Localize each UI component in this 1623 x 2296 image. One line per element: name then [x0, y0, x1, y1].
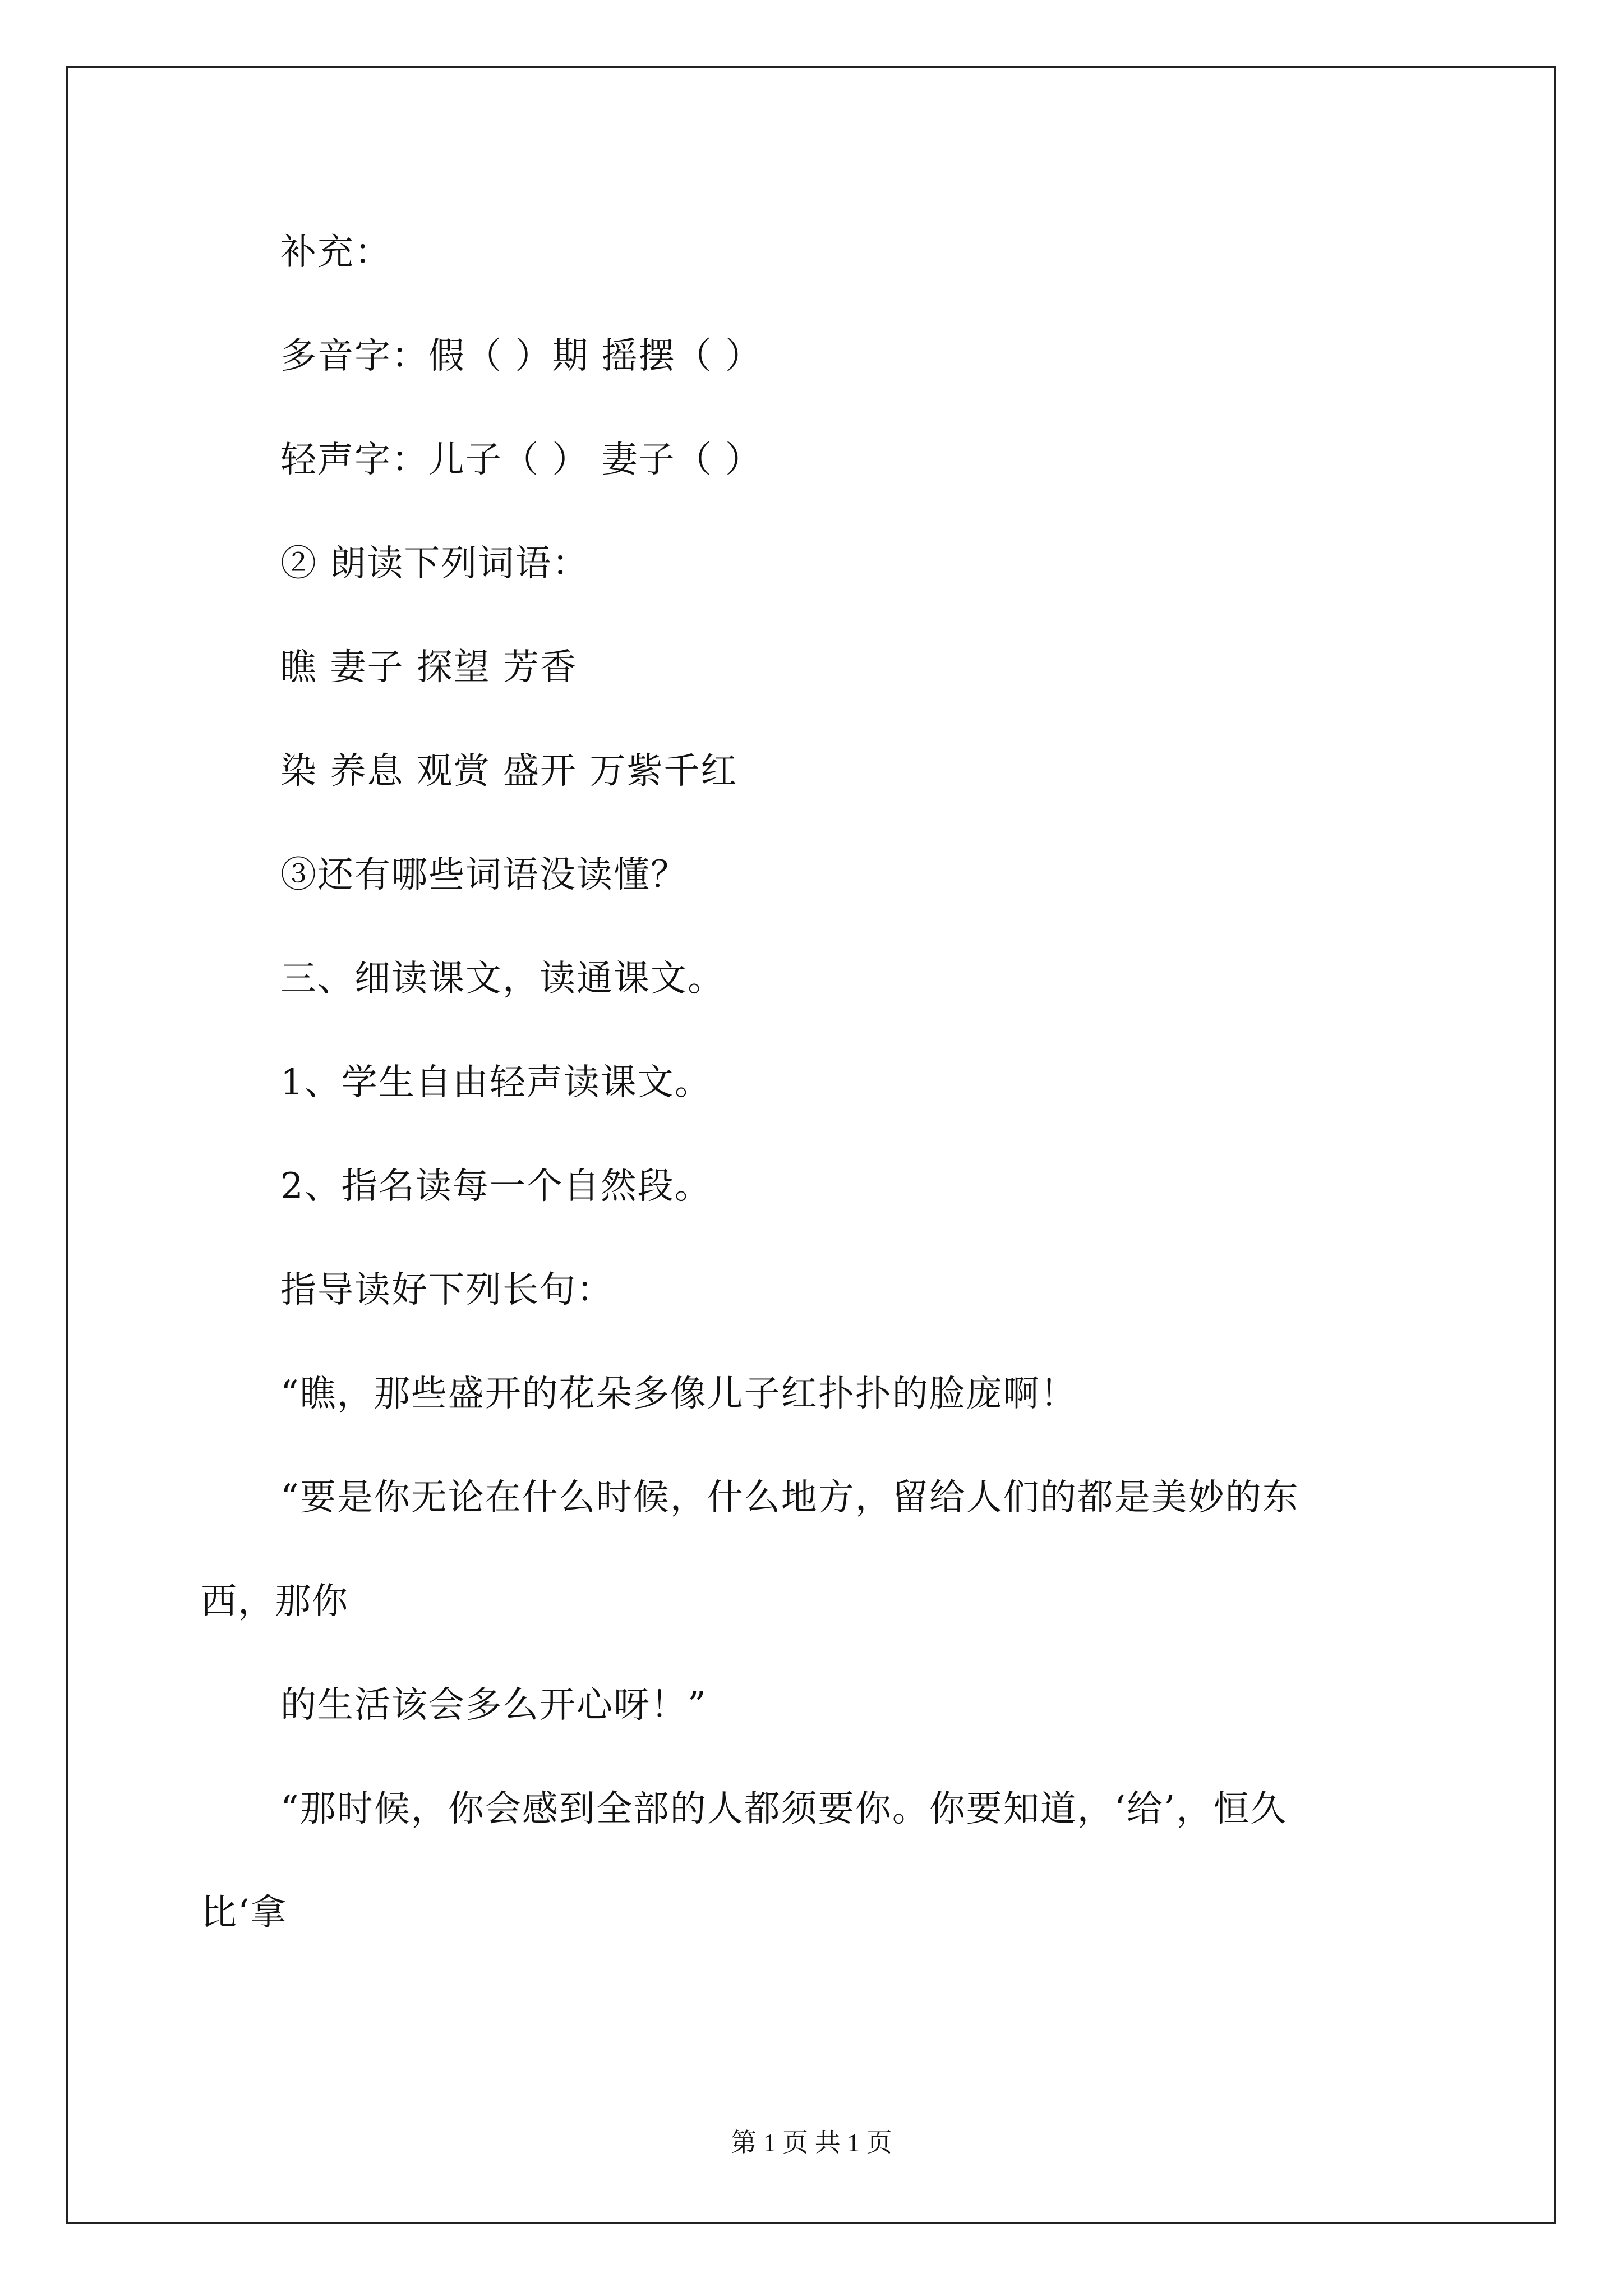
- text-line-supplement: 补充：: [280, 232, 391, 273]
- text-line-question: ③还有哪些词语没读懂？: [280, 854, 688, 896]
- text-line-guide: 指导读好下列长句：: [280, 1269, 614, 1311]
- text-line-words-1: 瞧 妻子 探望 芳香: [280, 647, 578, 688]
- text-line-step-2: 2、指名读每一个自然段。: [280, 1166, 712, 1207]
- page-border: [66, 66, 1556, 2224]
- text-line-quote-2-end: 的生活该会多么开心呀！”: [280, 1685, 707, 1726]
- text-line-step-1: 1、学生自由轻声读课文。: [280, 1062, 712, 1103]
- text-line-quote-3: “那时候，你会感到全部的人都须要你。你要知道，‘给’，恒久: [280, 1788, 1288, 1830]
- text-line-read-words: ② 朗读下列词语：: [280, 543, 589, 585]
- text-line-quote-2: “要是你无论在什么时候，什么地方，留给人们的都是美妙的东: [280, 1477, 1299, 1519]
- page-footer: 第 1 页 共 1 页: [731, 2128, 892, 2157]
- text-line-quote-3-cont: 比‘拿: [201, 1892, 288, 1934]
- text-line-quote-1: “瞧，那些盛开的花朵多像儿子红扑扑的脸庞啊！: [280, 1373, 1077, 1415]
- text-line-section-three: 三、细读课文，读通课文。: [280, 958, 725, 1000]
- text-line-words-2: 染 养息 观赏 盛开 万紫千红: [280, 751, 738, 792]
- text-line-neutral-tone: 轻声字：儿子（ ） 妻子（ ）: [280, 439, 763, 481]
- text-line-quote-2-cont: 西，那你: [201, 1581, 349, 1622]
- text-line-polyphonic: 多音字：假（ ）期 摇摆（ ）: [280, 335, 763, 377]
